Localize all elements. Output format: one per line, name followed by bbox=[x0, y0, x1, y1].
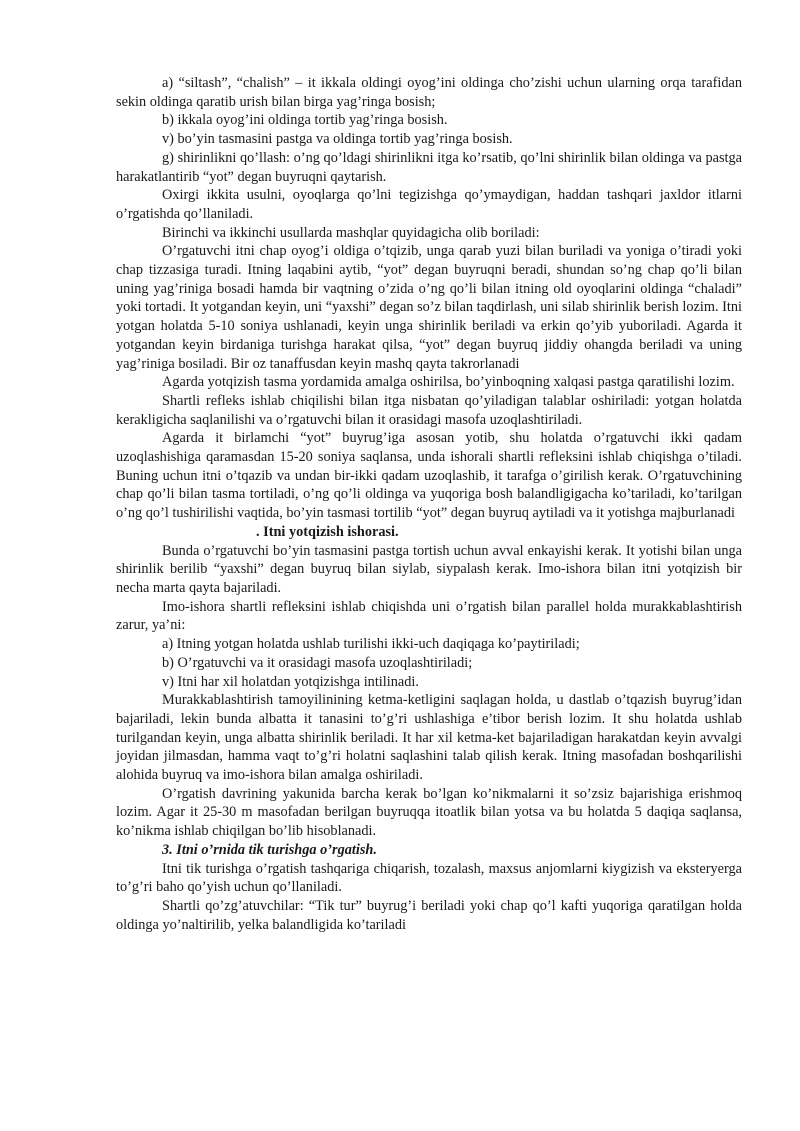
paragraph: Shartli qo’zg’atuvchilar: “Tik tur” buyrug’i beriladi yoki chap qo’l kafti yuqoriga qaratilgan holda oldinga yo’naltirilib, yelka balandligida ko’tariladi bbox=[116, 897, 742, 933]
paragraph: Agarda yotqizish tasma yordamida amalga oshirilsa, bo’yinboqning xalqasi pastga qaratilishi lozim. bbox=[162, 374, 735, 391]
paragraph: Agarda it birlamchi “yot” buyrug’iga asosan yotib, shu holatda o’rgatuvchi ikki qadam uzoqlashishiga qaramasdan 15-20 soniya saqlansa, unda ishorali shartli refleksini ishlab chiqishga o’tiladi. Buning uchun itni o’tqazib va undan bir-ikki qadam uzoqlashib, it tarafga o’girilish kerak. O’rgatuvchining chap qo’li bilan tasma tortiladi, o’ng qo’li oldinga va yuqoriga bosh balandligigacha ko’tariladi, ko’tarilgan o’ng qo’l tushirilishi vaqtida, bo’yin tasmasi tortilib “yot” degan buyruq aytiladi va it yotishga majburlanadi bbox=[116, 430, 742, 522]
paragraph: a) “siltash”, “chalish” – it ikkala oldingi oyog’ini oldinga cho’zishi uchun ularning orqa tarafidan sekin oldinga qaratib urish bilan birga yag’ringa bosish; bbox=[116, 75, 742, 110]
subsection-heading: 3. Itni o’rnida tik turishga o’rgatish. bbox=[162, 841, 377, 858]
paragraph: g) shirinlikni qo’llash: o’ng qo’ldagi shirinlikni itga ko’rsatib, qo’lni shirinlik bilan oldinga va pastga harakatlantirib “yot” degan buyruqni qaytarish. bbox=[116, 149, 742, 185]
paragraph: b) ikkala oyog’ini oldinga tortib yag’ringa bosish. bbox=[162, 112, 448, 129]
paragraph: Shartli refleks ishlab chiqilishi bilan itga nisbatan qo’yiladigan talablar oshiriladi: yotgan holatda kerakligicha saqlanilishi va o’rgatuvchi bilan it orasidagi masofa uzoqlashtiriladi. bbox=[116, 392, 742, 428]
paragraph: Oxirgi ikkita usulni, oyoqlarga qo’lni tegizishga qo’ymaydigan, haddan tashqari jaxldor itlarni o’rgatishda qo’llaniladi. bbox=[116, 187, 742, 222]
paragraph: Murakkablashtirish tamoyilinining ketma-ketligini saqlagan holda, u dastlab o’tqazish buyrug’idan bajariladi, lekin bunda albatta it tanasini to’g’ri ushlashiga e’tibor berish lozim. It shu holatda ushlab turilgandan keyin, unga albatta shirinlik beriladi. It har xil ketma-ket bajariladigan harakatdan keyin avvalgi joyidan jilmasdan, hamma vaqt to’g’ri holatni saqlashini talab qilish kerak. Itning masofadan boshqarilishi alohida buyruq va imo-ishora bilan amalga oshiriladi. bbox=[116, 692, 742, 784]
section-heading: . Itni yotqizish ishorasi. bbox=[256, 523, 399, 540]
list-item: b) O’rgatuvchi va it orasidagi masofa uzoqlashtiriladi; bbox=[162, 654, 473, 671]
paragraph: v) bo’yin tasmasini pastga va oldinga tortib yag’ringa bosish. bbox=[162, 131, 513, 148]
paragraph: Imo-ishora shartli refleksini ishlab chiqishda uni o’rgatish bilan parallel holda murakkablashtirish zarur, ya’ni: bbox=[116, 598, 742, 634]
paragraph: O’rgatish davrining yakunida barcha kerak bo’lgan ko’nikmalarni it so’zsiz bajarishiga erishmoq lozim. Agar it 25-30 m masofadan berilgan buyruqqa itoatlik bilan yotsa va bu holatda 5 daqiqa saqlansa, ko’nikma ishlab chiqilgan bo’lib hisoblanadi. bbox=[116, 785, 742, 840]
list-item: v) Itni har xil holatdan yotqizishga intilinadi. bbox=[162, 673, 419, 690]
paragraph: Birinchi va ikkinchi usullarda mashqlar quyidagicha olib boriladi: bbox=[162, 224, 540, 241]
list-item: a) Itning yotgan holatda ushlab turilishi ikki-uch daqiqaga ko’paytiriladi; bbox=[162, 636, 580, 653]
paragraph: Itni tik turishga o’rgatish tashqariga chiqarish, tozalash, maxsus anjomlarni kiygizish va eksteryerga to’g’ri baho qo’yish uchun qo’llaniladi. bbox=[116, 860, 742, 896]
paragraph: Bunda o’rgatuvchi bo’yin tasmasini pastga tortish uchun avval enkayishi kerak. It yotishi bilan unga shirinlik berilib “yaxshi” degan buyruq bilan siylab, siypalash kerak. Imo-ishora bilan itni yotqizish bir necha marta qayta bajariladi. bbox=[116, 542, 742, 596]
paragraph: O’rgatuvchi itni chap oyog’i oldiga o’tqizib, unga qarab yuzi bilan buriladi va yoniga o’tiradi yoki chap tizzasiga turadi. Itning laqabini aytib, “yot” degan buyruqni beradi, shundan so’ng chap qo’li bilan uning yag’riniga bosadi hamda bir vaqtning o’zida o’ng qo’li bilan itning old oyoqlarini oldinga “chaladi” yoki tortadi. It yotgandan keyin, uni “yaxshi” degan so’z bilan taqdirlash, uni silab shirinlik berish lozim. Itni yotgan holatda 5-10 soniya ushlanadi, keyin unga shirinlik beriladi va erkin qo’yib yuboriladi. Agarda it yotgandan keyin birdaniga turishga harakat qilsa, “yot” degan buyruq jiddiy ohangda beriladi va uning yag’riniga bosiladi. Bir oz tanaffusdan keyin mashq qayta takrorlanadi bbox=[116, 243, 742, 372]
